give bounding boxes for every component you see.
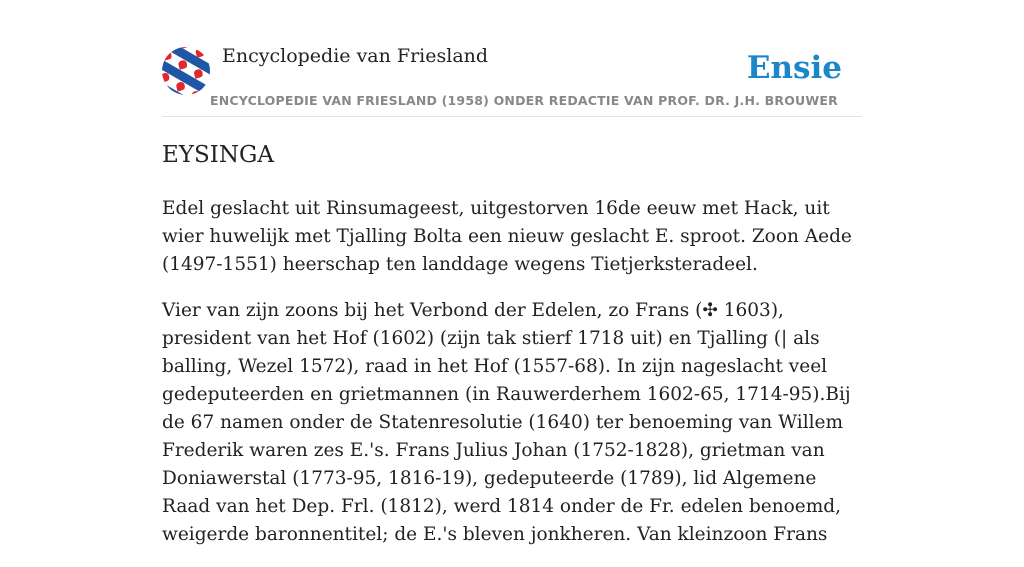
site-title[interactable]: Encyclopedie van Friesland [222,45,489,67]
frisian-flag-icon[interactable] [162,47,210,95]
article [162,138,867,567]
ensie-logo-link[interactable]: Ensie [746,50,842,86]
site-header [162,44,862,117]
article-title: EYSINGA [162,142,274,168]
encyclopedia-subtitle: ENCYCLOPEDIE VAN FRIESLAND (1958) ONDER REDACTIE VAN PROF. DR. J.H. BROUWER [210,93,838,108]
article-paragraph: Vier van zijn zoons bij het Verbond der Edelen, zo Frans (✣ 1603), president van het Hof (1602) (zijn tak stierf 1718 uit) en Tjalling (| als balling, Wezel 1572), raad in het Hof (1557-68). In zijn nageslacht veel gedeputeerden en grietmannen (in Rauwerderhem 1602-65, 1714-95).Bij de 67 namen onder de Statenresolutie (1640) ter benoeming van Willem Frederik waren zes E.'s. Frans Julius Johan (1752-1828), grietman van Doniawerstal (1773-95, 1816-19), gedeputeerde (1789), lid Algemene Raad van het Dep. Frl. (1812), werd 1814 onder de Fr. edelen benoemd, weigerde baronnentitel; de E.'s bleven jonkheren. Van kleinzoon Frans [162,300,851,545]
article-paragraph: Edel geslacht uit Rinsumageest, uitgestorven 16de eeuw met Hack, uit wier huwelijk met Tjalling Bolta een nieuw geslacht E. sproot. Zoon Aede (1497-1551) heerschap ten landdage wegens Tietjerksteradeel. [162,198,852,275]
